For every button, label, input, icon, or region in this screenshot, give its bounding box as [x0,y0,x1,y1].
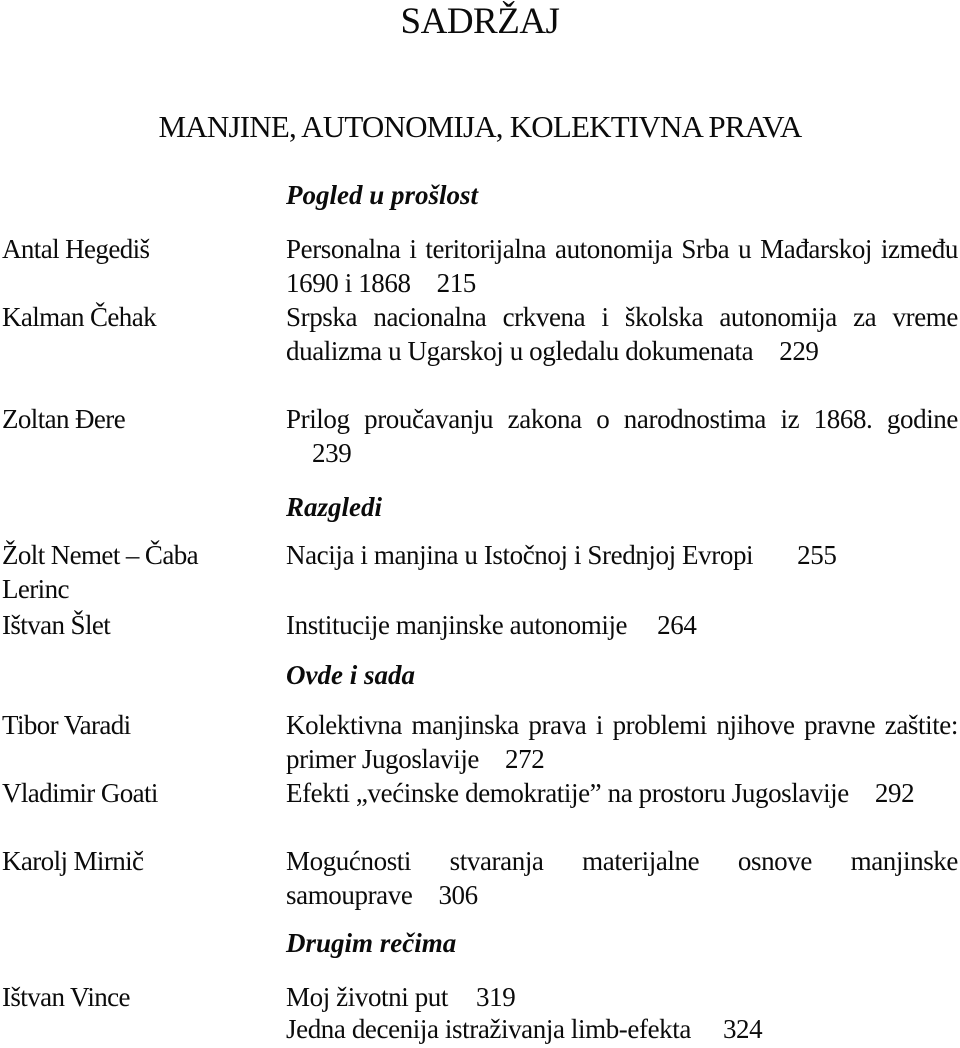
entry-title-text: Nacija i manjina u Istočnoj i Srednjoj Evropi [286,540,754,570]
entry-page-number: 255 [797,540,837,570]
section-heading: Drugim rečima [286,928,457,958]
entry-title-text: Mogućnosti stvaranja materijalne osnove manjinske samouprave [286,846,958,910]
entry-title-text: Kolektivna manjinska prava i problemi njihove pravne zaštite: primer Jugoslavije [286,710,958,774]
page-title: SADRŽAJ [400,1,560,42]
entry-title [286,538,836,572]
entry-page-number: 292 [874,778,915,808]
entry-author: Ištvan Šlet [2,610,111,640]
section-heading: Razgledi [286,492,383,522]
entry-title [286,980,515,1014]
entry-page-number: 324 [722,1014,763,1044]
entry-author: Zoltan Đere [2,404,126,434]
section-heading: Ovde i sada [286,660,415,690]
entry-author: Kalman Čehak [2,302,156,332]
entry-page-number: 239 [312,438,352,468]
entry-title [286,1012,762,1046]
entry-page-number: 319 [476,982,516,1012]
entry-author: Antal Hegediš [2,234,150,264]
entry-title-text: Moj životni put [286,982,448,1012]
entry-title [286,844,958,912]
entry-title [286,232,958,300]
entry-title [286,300,958,368]
entry-title-text: Institucije manjinske autonomije [286,610,628,640]
entry-page-number: 306 [438,880,478,910]
entry-page-number: 229 [779,336,819,366]
entry-author: Žolt Nemet – Čaba Lerinc [2,540,198,604]
entry-page-number: 272 [505,744,545,774]
entry-title-text: Srpska nacionalna crkvena i školska autonomija za vreme dualizma u Ugarskoj u ogledalu dokumenata [286,302,958,366]
entry-author: Karolj Mirnič [2,846,144,876]
entry-title-text: Jedna decenija istraživanja limb-efekta [286,1014,691,1044]
section-heading: Pogled u prošlost [286,180,479,210]
entry-page-number: 215 [436,268,476,298]
entry-page-number: 264 [657,610,697,640]
entry-author: Tibor Varadi [2,710,131,740]
entry-author: Ištvan Vince [2,982,130,1012]
entry-title-text: Personalna i teritorijalna autonomija Srba u Mađarskoj između 1690 i 1868 [286,234,958,298]
entry-title-text: Efekti „većinske demokratije” na prostoru Jugoslavije [286,778,849,808]
page-subtitle: MANJINE, AUTONOMIJA, KOLEKTIVNA PRAVA [158,109,802,144]
entry-title [286,776,958,810]
entry-title-text: Prilog proučavanju zakona o narodnostima iz 1868. godine [286,404,958,434]
entry-author: Vladimir Goati [2,778,158,808]
entry-title [286,608,696,642]
entry-title [286,708,958,776]
entry-title [286,402,958,470]
